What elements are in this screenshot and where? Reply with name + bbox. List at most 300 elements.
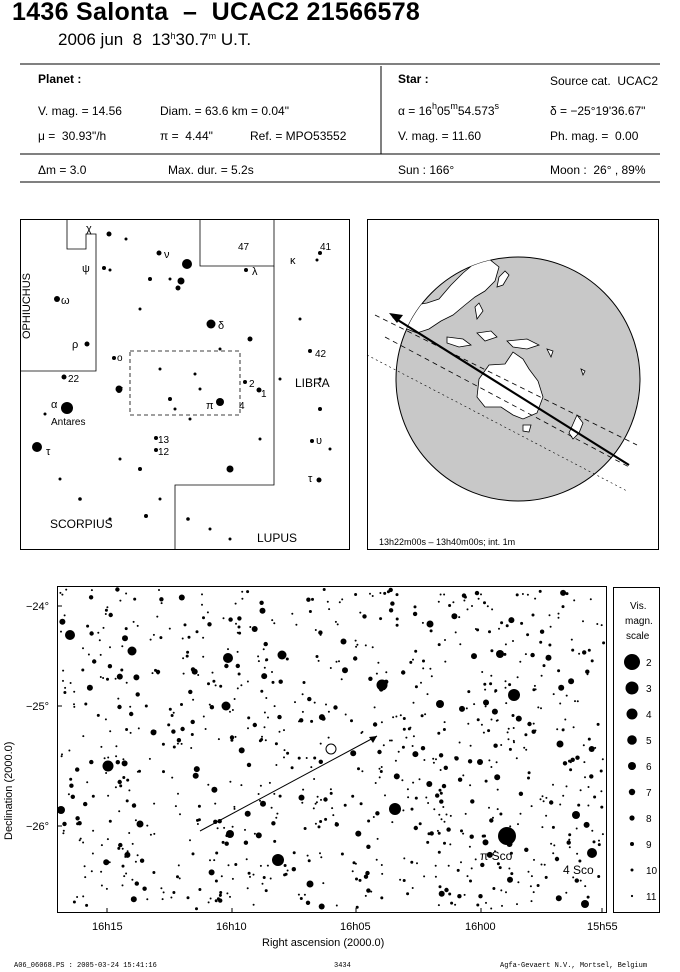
field-star [264, 642, 268, 646]
field-star [385, 671, 387, 673]
finder-star [317, 478, 322, 483]
field-star [438, 601, 440, 603]
field-star [75, 816, 79, 820]
field-star [457, 894, 461, 898]
field-star [265, 739, 267, 741]
field-star [362, 614, 366, 618]
field-star [183, 673, 185, 675]
field-star [162, 770, 165, 773]
field-star [85, 904, 88, 907]
field-star [229, 896, 231, 898]
field-star [413, 702, 415, 704]
field-star [92, 795, 95, 798]
field-star [578, 653, 580, 655]
field-star [430, 629, 433, 632]
field-star [589, 746, 595, 752]
field-star [265, 659, 267, 661]
finder-star [207, 320, 216, 329]
field-star [365, 895, 367, 897]
field-star [277, 715, 281, 719]
field-star [202, 616, 205, 619]
delta-mag: Δm = 3.0 [38, 163, 87, 177]
field-star [588, 786, 590, 788]
field-star [215, 880, 218, 883]
field-star [115, 678, 117, 680]
field-star [247, 887, 249, 889]
field-star [62, 832, 64, 834]
field-star [122, 758, 124, 760]
field-star [490, 766, 492, 768]
field-star [360, 802, 363, 805]
field-star [102, 677, 104, 679]
field-star [355, 831, 361, 837]
field-star [237, 687, 239, 689]
field-star [440, 769, 442, 771]
field-star [584, 776, 586, 778]
field-star [61, 753, 63, 755]
field-star [162, 898, 164, 900]
field-star [76, 896, 78, 898]
field-star [513, 741, 515, 743]
field-star [545, 815, 547, 817]
field-star [122, 884, 124, 886]
field-star [438, 832, 441, 835]
field-star [568, 839, 570, 841]
field-star [361, 731, 363, 733]
finder-star [178, 278, 185, 285]
star-chart [0, 584, 618, 956]
field-star [128, 832, 130, 834]
field-star [235, 603, 237, 605]
field-star [320, 634, 322, 636]
field-star [524, 733, 527, 736]
field-star [454, 756, 458, 760]
field-star [462, 774, 464, 776]
field-star [571, 649, 574, 652]
field-star [505, 680, 507, 682]
field-star [229, 711, 231, 713]
field-star [414, 826, 418, 830]
field-star [188, 690, 192, 694]
field-star [223, 827, 225, 829]
constellation-scorpius: SCORPIUS [50, 517, 113, 531]
field-star [523, 747, 525, 749]
field-star [440, 594, 442, 596]
finder-star [148, 277, 152, 281]
field-star [331, 807, 333, 809]
field-star [588, 649, 591, 652]
field-star [180, 727, 184, 731]
field-star [475, 591, 479, 595]
field-star [173, 712, 175, 714]
field-star [198, 805, 201, 808]
field-star [69, 784, 73, 788]
field-star [534, 598, 536, 600]
field-star [221, 875, 223, 877]
field-star [516, 757, 518, 759]
field-star [545, 877, 547, 879]
field-star [307, 855, 309, 857]
field-star [535, 688, 537, 690]
field-star [481, 671, 483, 673]
planet-vmag: V. mag. = 14.56 [38, 104, 122, 118]
field-star [122, 635, 128, 641]
field-star [414, 605, 417, 608]
field-star [369, 593, 371, 595]
field-star [211, 787, 217, 793]
field-star [105, 772, 107, 774]
field-star [92, 853, 94, 855]
star-label-o: o [117, 353, 123, 364]
field-star [105, 613, 107, 615]
field-star [493, 744, 497, 748]
field-star [197, 823, 199, 825]
field-star [124, 852, 130, 858]
field-star [587, 805, 589, 807]
field-star [416, 862, 418, 864]
field-star [179, 877, 181, 879]
finder-star [199, 388, 202, 391]
field-star [441, 818, 443, 820]
finder-star [194, 373, 197, 376]
field-star [104, 757, 106, 759]
field-star [580, 880, 582, 882]
field-star [273, 840, 276, 843]
field-star [492, 817, 494, 819]
field-star [427, 693, 429, 695]
field-star [271, 619, 273, 621]
field-star [396, 593, 399, 596]
field-star [68, 750, 70, 752]
field-star [395, 760, 397, 762]
field-star [443, 594, 445, 596]
finder-star [189, 418, 192, 421]
bright-star [508, 689, 520, 701]
field-star [241, 591, 243, 593]
field-star [260, 785, 262, 787]
field-star [480, 863, 484, 867]
field-star [558, 685, 564, 691]
field-star [589, 774, 593, 778]
field-star [322, 882, 324, 884]
field-star [400, 714, 402, 716]
field-star [264, 712, 266, 714]
field-star [580, 789, 582, 791]
field-star [552, 784, 554, 786]
field-star [543, 800, 545, 802]
field-star [184, 623, 187, 626]
star-label-delta: δ [218, 320, 225, 332]
finder-star [144, 514, 148, 518]
field-star [433, 762, 435, 764]
field-star [341, 598, 343, 600]
field-star [172, 891, 175, 894]
field-star [276, 813, 278, 815]
field-star [469, 846, 471, 848]
field-star [294, 701, 296, 703]
field-star [89, 760, 93, 764]
field-star [63, 830, 65, 832]
field-star [115, 745, 117, 747]
field-star [377, 750, 381, 754]
field-star [517, 676, 519, 678]
field-star [570, 761, 572, 763]
field-star [68, 793, 70, 795]
field-star [454, 904, 456, 906]
field-star [543, 664, 546, 667]
field-star [527, 594, 529, 596]
field-star [437, 830, 439, 832]
field-star [500, 621, 503, 624]
field-star [425, 797, 427, 799]
field-star [158, 589, 160, 591]
field-star [530, 885, 532, 887]
field-star [541, 675, 543, 677]
field-star [235, 623, 237, 625]
field-star [109, 613, 113, 617]
field-star [195, 907, 198, 910]
field-star [373, 722, 377, 726]
field-star [593, 840, 596, 843]
page-title: 1436 Salonta – UCAC2 21566578 [12, 0, 421, 26]
field-star [234, 808, 236, 810]
field-star [512, 714, 515, 717]
field-star [310, 720, 313, 723]
field-star [323, 588, 326, 591]
field-star [142, 887, 146, 891]
field-star [350, 719, 353, 722]
field-star [438, 814, 440, 816]
field-star [64, 614, 66, 616]
field-star [283, 756, 285, 758]
field-star [292, 867, 296, 871]
field-star [406, 892, 409, 895]
field-star [516, 593, 519, 596]
finder-star [310, 439, 314, 443]
star-label-tau-sco: τ [46, 446, 51, 458]
field-star [105, 609, 108, 612]
field-star [128, 789, 130, 791]
field-star [432, 758, 434, 760]
field-star [191, 720, 195, 724]
field-star [559, 804, 561, 806]
planet-parallax: π = 4.44" [160, 129, 213, 143]
field-star [145, 705, 148, 708]
field-star [442, 784, 446, 788]
field-star [415, 797, 418, 800]
finder-star [102, 266, 106, 270]
field-star [118, 843, 122, 847]
scale-dot-6 [628, 762, 636, 770]
field-star [338, 660, 340, 662]
field-star [390, 601, 394, 605]
field-star [91, 870, 93, 872]
ra-tick-16h00: 16h00 [465, 921, 496, 933]
star-ra: $\alpha = 16^h05^m54.573^s$ [398, 101, 500, 118]
field-star [395, 716, 397, 718]
field-star [320, 856, 322, 858]
finder-star [139, 308, 142, 311]
field-star [531, 805, 533, 807]
field-star [540, 707, 542, 709]
field-star [499, 813, 502, 816]
field-star [412, 751, 418, 757]
field-star [550, 626, 552, 628]
field-star [341, 678, 343, 680]
field-star [91, 589, 93, 591]
field-star [272, 681, 275, 684]
field-star [151, 729, 157, 735]
field-star [108, 664, 112, 668]
field-star [117, 698, 119, 700]
finder-star [119, 458, 122, 461]
field-star [448, 604, 451, 607]
field-star [271, 671, 273, 673]
field-star [524, 848, 528, 852]
star-label-lambda: λ [252, 266, 258, 278]
field-star [300, 897, 303, 900]
field-star [254, 833, 256, 835]
scale-title-3: scale [626, 631, 650, 642]
planet-heading: Planet : [38, 72, 82, 86]
scale-dot-5 [627, 735, 637, 745]
ra-tick-16h15: 16h15 [92, 921, 123, 933]
field-star [122, 848, 124, 850]
field-star [284, 749, 286, 751]
field-star [212, 680, 215, 683]
field-star [115, 755, 117, 757]
field-star [264, 667, 266, 669]
field-star [601, 624, 603, 626]
field-star [239, 747, 245, 753]
field-star [328, 711, 330, 713]
field-star [372, 595, 374, 597]
field-star [368, 677, 372, 681]
field-star [585, 670, 589, 674]
field-star [469, 880, 472, 883]
field-star [232, 878, 234, 880]
field-star [439, 891, 445, 897]
field-star [92, 659, 96, 663]
field-star [367, 820, 370, 823]
field-star [566, 785, 568, 787]
field-star [531, 900, 533, 902]
field-star [596, 623, 598, 625]
field-star [62, 670, 64, 672]
finder-star [62, 375, 67, 380]
field-star [259, 800, 261, 802]
finder-star [109, 269, 112, 272]
field-star [490, 675, 492, 677]
field-star [423, 759, 425, 761]
field-star [228, 617, 232, 621]
field-star [522, 593, 524, 595]
field-star [532, 614, 535, 617]
field-star [207, 611, 209, 613]
field-star [73, 901, 76, 904]
field-star [150, 639, 152, 641]
field-star [355, 640, 357, 642]
scale-dot-4 [627, 709, 638, 720]
field-star [247, 763, 251, 767]
finder-star [112, 356, 116, 360]
field-star [299, 718, 303, 722]
scale-label-8: 8 [646, 814, 652, 825]
field-star [546, 655, 552, 661]
star-label-tau-lup: τ [308, 473, 313, 485]
field-star [333, 705, 337, 709]
field-star [544, 864, 546, 866]
field-star [298, 757, 301, 760]
field-star [552, 852, 554, 854]
field-star [283, 873, 286, 876]
field-star [316, 655, 319, 658]
field-star [189, 839, 191, 841]
star-label-pi: π [206, 400, 214, 412]
field-star [133, 674, 139, 680]
field-star [314, 702, 316, 704]
field-star [487, 729, 490, 732]
field-star [275, 764, 277, 766]
field-star [444, 821, 446, 823]
field-star [119, 600, 121, 602]
field-star [443, 728, 446, 731]
constellation-libra: LIBRA [295, 376, 330, 390]
field-star [187, 896, 190, 899]
field-star [218, 738, 220, 740]
field-star [295, 624, 297, 626]
star-source: Source cat. UCAC2 [550, 74, 659, 88]
field-star [429, 668, 431, 670]
field-star [442, 806, 444, 808]
field-star [394, 773, 400, 779]
field-star [419, 822, 422, 825]
field-star [328, 608, 330, 610]
field-star [381, 864, 383, 866]
field-star [198, 888, 201, 891]
field-star [301, 802, 303, 804]
field-star [575, 878, 579, 882]
field-star [178, 864, 180, 866]
bright-star [587, 848, 597, 858]
field-star [232, 709, 234, 711]
field-star [247, 681, 249, 683]
field-star [558, 613, 560, 615]
field-star [202, 656, 204, 658]
field-star [223, 617, 225, 619]
field-star [86, 625, 89, 628]
field-star [186, 655, 189, 658]
field-star [167, 723, 170, 726]
field-star [419, 778, 421, 780]
star-phmag: Ph. mag. = 0.00 [550, 129, 639, 143]
finder-star [259, 438, 262, 441]
field-star [467, 608, 469, 610]
field-star [324, 818, 327, 821]
field-star [163, 891, 165, 893]
finder-star [186, 517, 190, 521]
planet-ref: Ref. = MPO53552 [250, 129, 347, 143]
field-star [438, 643, 441, 646]
field-star [207, 682, 210, 685]
field-star [84, 703, 87, 706]
finder-star [44, 413, 47, 416]
field-star [291, 766, 294, 769]
finder-star [59, 478, 62, 481]
finder-star [308, 349, 312, 353]
field-star [302, 789, 304, 791]
field-star [602, 833, 604, 835]
